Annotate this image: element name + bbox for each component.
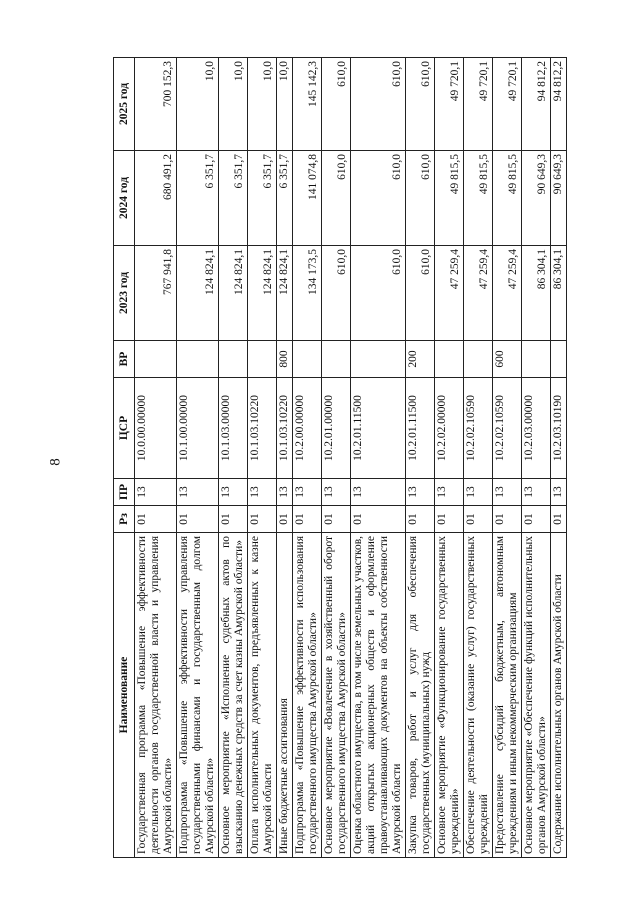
- cell-2025: 10,0: [277, 58, 293, 151]
- cell-rz: 01: [406, 506, 435, 533]
- cell-csr: 10.2.03.10190: [551, 378, 567, 479]
- cell-2025: 610,0: [351, 58, 406, 151]
- cell-pr: 13: [135, 479, 177, 506]
- header-csr: ЦСР: [114, 378, 135, 479]
- cell-2023: 124 824,1: [219, 246, 248, 341]
- cell-pr: 13: [435, 479, 464, 506]
- header-2023: 2023 год: [114, 246, 135, 341]
- cell-2025: 10,0: [177, 58, 219, 151]
- cell-pr: 13: [219, 479, 248, 506]
- rotated-table-container: [113, 58, 583, 858]
- cell-pr: 13: [277, 479, 293, 506]
- cell-2024: 90 649,3: [522, 151, 551, 246]
- cell-vr: [522, 341, 551, 378]
- table-row: [277, 58, 293, 858]
- cell-name: Основное мероприятие «Исполнение судебных актов по взысканию денежных средств за счет казны Амурской области»: [219, 533, 248, 858]
- cell-vr: [293, 341, 322, 378]
- cell-rz: 01: [551, 506, 567, 533]
- cell-csr: 10.2.01.11500: [351, 378, 406, 479]
- cell-rz: 01: [351, 506, 406, 533]
- cell-2025: 49 720,1: [493, 58, 522, 151]
- cell-2025: 610,0: [406, 58, 435, 151]
- cell-name: Основное мероприятие «Функционирование государственных учреждений»: [435, 533, 464, 858]
- cell-2023: 134 173,5: [293, 246, 322, 341]
- cell-rz: 01: [493, 506, 522, 533]
- cell-vr: [177, 341, 219, 378]
- table-row: [493, 58, 522, 858]
- cell-rz: 01: [522, 506, 551, 533]
- table-row: [248, 58, 277, 858]
- cell-rz: 01: [435, 506, 464, 533]
- table-row: [219, 58, 248, 858]
- cell-2024: 610,0: [322, 151, 351, 246]
- cell-2023: 124 824,1: [248, 246, 277, 341]
- cell-name: Закупка товаров, работ и услуг для обеспечения государственных (муниципальных) нужд: [406, 533, 435, 858]
- table-row: [322, 58, 351, 858]
- cell-name: Обеспечение деятельности (оказание услуг) государственных учреждений: [464, 533, 493, 858]
- cell-name: Предоставление субсидий бюджетным, автономным учреждениям и иным некоммерческим организациям: [493, 533, 522, 858]
- table-row: [435, 58, 464, 858]
- cell-2025: 49 720,1: [435, 58, 464, 151]
- cell-vr: 800: [277, 341, 293, 378]
- cell-2025: 145 142,3: [293, 58, 322, 151]
- cell-2024: 141 074,8: [293, 151, 322, 246]
- cell-2024: 6 351,7: [248, 151, 277, 246]
- cell-vr: 200: [406, 341, 435, 378]
- cell-name: Подпрограмма «Повышение эффективности использования государственного имущества Амурской области»: [293, 533, 322, 858]
- cell-vr: [219, 341, 248, 378]
- cell-vr: [248, 341, 277, 378]
- cell-rz: 01: [293, 506, 322, 533]
- cell-2024: 49 815,5: [464, 151, 493, 246]
- cell-2023: 47 259,4: [464, 246, 493, 341]
- cell-2024: 680 491,2: [135, 151, 177, 246]
- cell-2023: 610,0: [351, 246, 406, 341]
- header-name: Наименование: [114, 533, 135, 858]
- cell-2023: 610,0: [322, 246, 351, 341]
- cell-vr: [322, 341, 351, 378]
- table-row: [464, 58, 493, 858]
- page-number: 8: [47, 458, 64, 466]
- cell-2025: 49 720,1: [464, 58, 493, 151]
- cell-csr: 10.2.01.00000: [322, 378, 351, 479]
- cell-csr: 10.0.00.00000: [135, 378, 177, 479]
- cell-name: Основное мероприятие «Обеспечение функций исполнительных органов Амурской области»: [522, 533, 551, 858]
- cell-name: Основное мероприятие «Вовлечение в хозяйственный оборот государственного имущества Амурской области»: [322, 533, 351, 858]
- cell-2024: 610,0: [351, 151, 406, 246]
- cell-pr: 13: [551, 479, 567, 506]
- cell-vr: [464, 341, 493, 378]
- table-row: [406, 58, 435, 858]
- cell-name: Содержание исполнительных органов Амурской области: [551, 533, 567, 858]
- table-row: [522, 58, 551, 858]
- header-2025: 2025 год: [114, 58, 135, 151]
- cell-2023: 47 259,4: [435, 246, 464, 341]
- budget-table: [113, 57, 567, 858]
- cell-csr: 10.2.03.00000: [522, 378, 551, 479]
- cell-pr: 13: [177, 479, 219, 506]
- cell-2023: 124 824,1: [277, 246, 293, 341]
- cell-csr: 10.1.03.10220: [277, 378, 293, 479]
- cell-csr: 10.2.01.11500: [406, 378, 435, 479]
- header-2024: 2024 год: [114, 151, 135, 246]
- cell-pr: 13: [406, 479, 435, 506]
- cell-rz: 01: [219, 506, 248, 533]
- cell-csr: 10.2.00.00000: [293, 378, 322, 479]
- cell-pr: 13: [522, 479, 551, 506]
- cell-name: Оплата исполнительных документов, предъявленных к казне Амурской области: [248, 533, 277, 858]
- cell-2025: 10,0: [219, 58, 248, 151]
- cell-vr: [351, 341, 406, 378]
- cell-2025: 94 812,2: [551, 58, 567, 151]
- cell-rz: 01: [135, 506, 177, 533]
- header-pr: ПР: [114, 479, 135, 506]
- cell-2025: 700 152,3: [135, 58, 177, 151]
- cell-name: Подпрограмма «Повышение эффективности управления государственными финансами и государственным долгом Амурской области»: [177, 533, 219, 858]
- cell-2023: 610,0: [406, 246, 435, 341]
- cell-pr: 13: [493, 479, 522, 506]
- cell-2024: 6 351,7: [277, 151, 293, 246]
- table-row: [293, 58, 322, 858]
- cell-rz: 01: [464, 506, 493, 533]
- cell-2023: 86 304,1: [551, 246, 567, 341]
- cell-csr: 10.2.02.10590: [464, 378, 493, 479]
- cell-rz: 01: [322, 506, 351, 533]
- header-vr: ВР: [114, 341, 135, 378]
- table-header-row: [114, 58, 135, 858]
- cell-2024: 49 815,5: [435, 151, 464, 246]
- cell-vr: 600: [493, 341, 522, 378]
- cell-2025: 10,0: [248, 58, 277, 151]
- cell-2023: 124 824,1: [177, 246, 219, 341]
- cell-pr: 13: [464, 479, 493, 506]
- cell-2025: 94 812,2: [522, 58, 551, 151]
- cell-rz: 01: [248, 506, 277, 533]
- table-row: [551, 58, 567, 858]
- cell-pr: 13: [293, 479, 322, 506]
- cell-name: Оценка областного имущества, в том числе земельных участков, акций открытых акционерных обществ и оформление правоустанавливающих документов на объекты собственности Амурской области: [351, 533, 406, 858]
- cell-rz: 01: [177, 506, 219, 533]
- cell-vr: [135, 341, 177, 378]
- cell-vr: [551, 341, 567, 378]
- cell-vr: [435, 341, 464, 378]
- cell-pr: 13: [322, 479, 351, 506]
- cell-2024: 6 351,7: [177, 151, 219, 246]
- cell-2025: 610,0: [322, 58, 351, 151]
- cell-csr: 10.1.00.00000: [177, 378, 219, 479]
- cell-2023: 47 259,4: [493, 246, 522, 341]
- cell-csr: 10.1.03.00000: [219, 378, 248, 479]
- cell-name: Иные бюджетные ассигнования: [277, 533, 293, 858]
- table-row: [351, 58, 406, 858]
- cell-pr: 13: [248, 479, 277, 506]
- cell-csr: 10.1.03.10220: [248, 378, 277, 479]
- header-rz: Рз: [114, 506, 135, 533]
- cell-2024: 6 351,7: [219, 151, 248, 246]
- cell-2024: 610,0: [406, 151, 435, 246]
- cell-rz: 01: [277, 506, 293, 533]
- cell-2023: 86 304,1: [522, 246, 551, 341]
- cell-2024: 90 649,3: [551, 151, 567, 246]
- cell-pr: 13: [351, 479, 406, 506]
- table-row: [177, 58, 219, 858]
- cell-2024: 49 815,5: [493, 151, 522, 246]
- cell-name: Государственная программа «Повышение эффективности деятельности органов государственной власти и управления Амурской области»: [135, 533, 177, 858]
- cell-csr: 10.2.02.10590: [493, 378, 522, 479]
- cell-csr: 10.2.02.00000: [435, 378, 464, 479]
- table-row: [135, 58, 177, 858]
- cell-2023: 767 941,8: [135, 246, 177, 341]
